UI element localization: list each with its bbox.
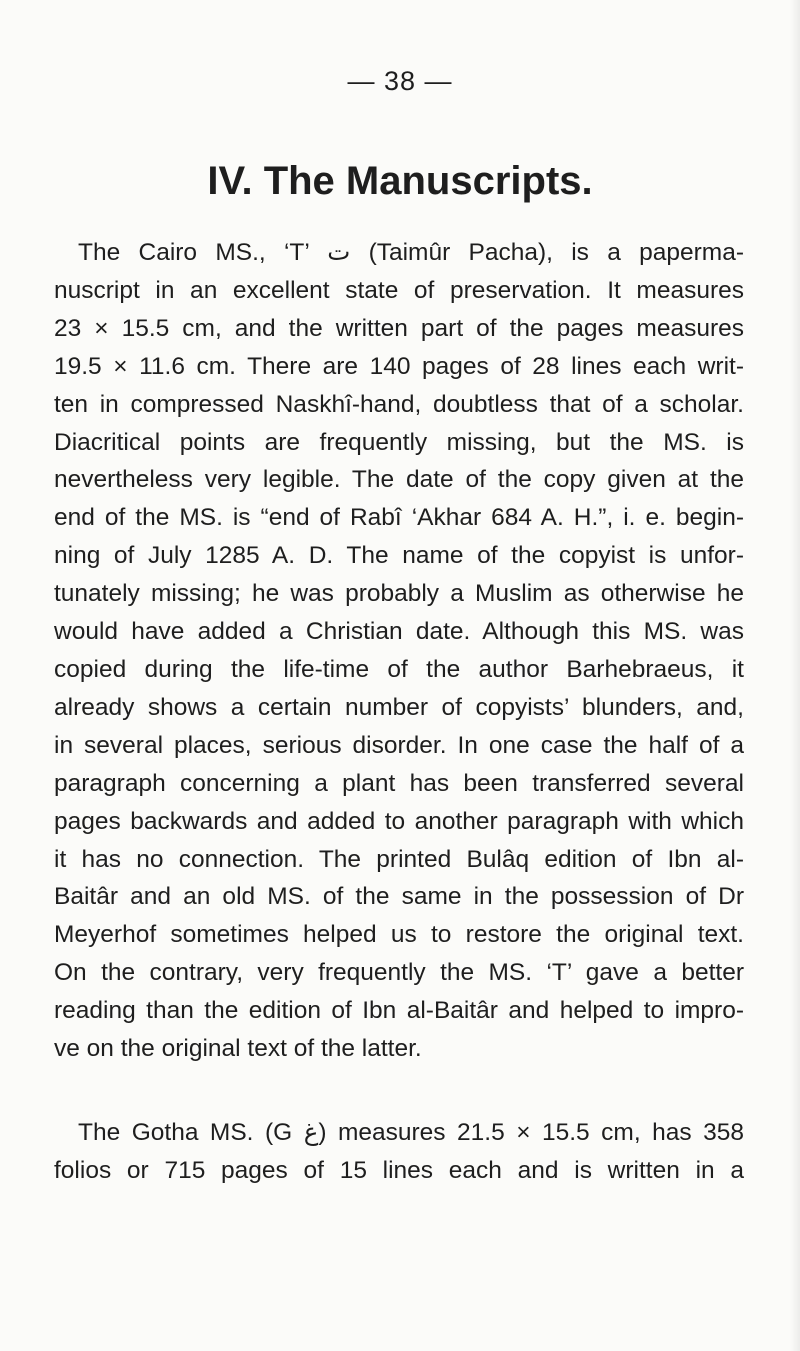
text-line: ve on the original text of the latter. xyxy=(54,1035,422,1063)
text-line: already shows a certain number of copyists’ blunders, and, xyxy=(54,693,744,721)
text-line: Diacritical points are frequently missing, but the MS. is xyxy=(54,428,744,456)
text-line: tunately missing; he was probably a Muslim as otherwise he xyxy=(54,580,744,608)
text-line: in several places, serious disorder. In one case the half of a xyxy=(54,731,744,759)
paragraph-gotha-ms xyxy=(54,1114,744,1190)
text-line: Baitâr and an old MS. of the same in the possession of Dr xyxy=(54,883,744,911)
text-line: pages backwards and added to another paragraph with which xyxy=(54,807,744,835)
text-line: Meyerhof sometimes helped us to restore the original text. xyxy=(54,921,744,949)
text-line: nuscript in an excellent state of preservation. It measures xyxy=(54,276,744,304)
text-line: On the contrary, very frequently the MS. ‘T’ gave a better xyxy=(54,959,744,987)
paragraph-cairo-ms xyxy=(54,234,744,1068)
text-line: ten in compressed Naskhî-hand, doubtless that of a scholar. xyxy=(54,390,744,418)
text-line: copied during the life-time of the author Barhebraeus, it xyxy=(54,655,744,683)
text-line: would have added a Christian date. Although this MS. was xyxy=(54,618,744,646)
text-line: 19.5 × 11.6 cm. There are 140 pages of 28 lines each writ- xyxy=(54,352,744,380)
text-line: reading than the edition of Ibn al-Baitâr and helped to impro- xyxy=(54,997,744,1025)
text-line: The Gotha MS. (G غ) measures 21.5 × 15.5 cm, has 358 xyxy=(78,1119,744,1146)
text-line: ning of July 1285 A. D. The name of the copyist is unfor- xyxy=(54,542,744,570)
text-line: paragraph concerning a plant has been transferred several xyxy=(54,769,744,797)
text-line: it has no connection. The printed Bulâq edition of Ibn al- xyxy=(54,845,744,873)
text-line: The Cairo MS., ‘T’ ت (Taimûr Pacha), is a paperma- xyxy=(78,239,744,266)
text-line: nevertheless very legible. The date of the copy given at the xyxy=(54,466,744,494)
text-line: end of the MS. is “end of Rabî ‘Akhar 684 A. H.”, i. e. begin- xyxy=(54,504,744,532)
page-number: — 38 — xyxy=(347,66,453,96)
section-heading: IV. The Manuscripts. xyxy=(207,159,593,203)
text-line: 23 × 15.5 cm, and the written part of the pages measures xyxy=(54,314,744,342)
text-line: folios or 715 pages of 15 lines each and is written in a xyxy=(54,1156,744,1184)
